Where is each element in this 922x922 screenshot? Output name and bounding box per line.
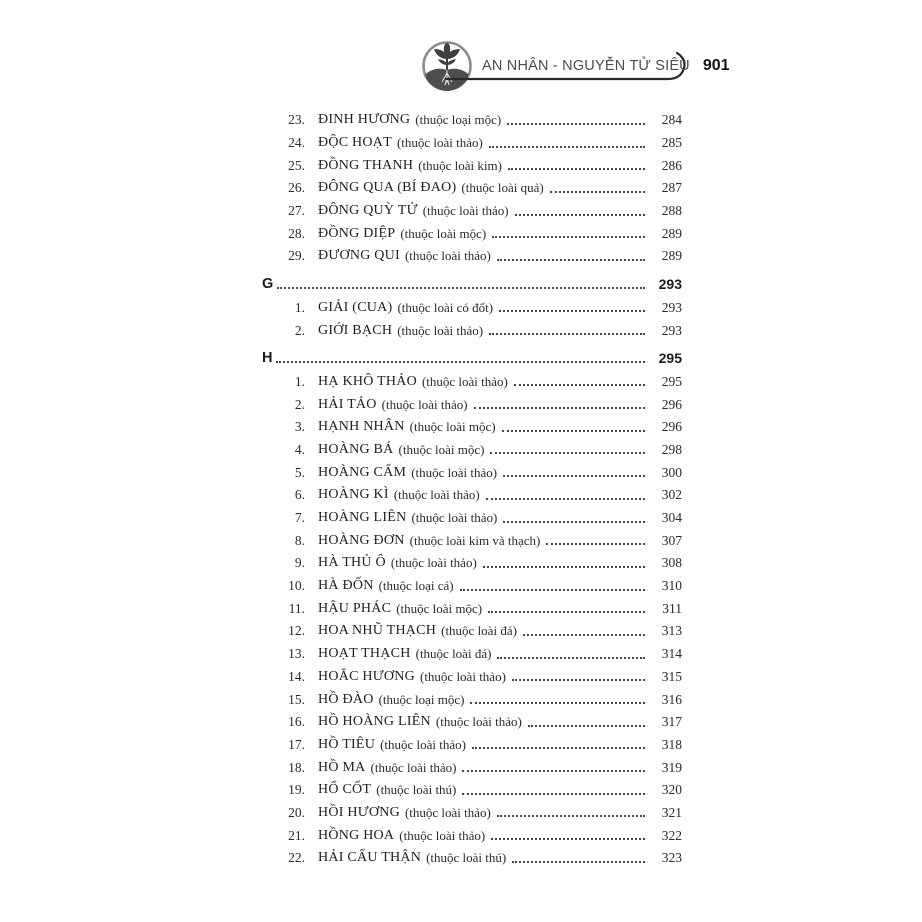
entry-page-number: 287 — [661, 180, 682, 196]
entry-page-number: 313 — [661, 623, 682, 639]
dot-leader — [503, 475, 645, 477]
entry-category-note: (thuộc loài thảo) — [419, 668, 506, 684]
entry-name: HỒI HƯƠNG — [318, 804, 400, 820]
entry-number: 25. — [288, 157, 305, 173]
entry-category-note: (thuộc loài thảo) — [422, 203, 509, 219]
entry-category-note: (thuộc loài thảo) — [370, 759, 457, 775]
entry-category-note: (thuộc loài thú) — [426, 850, 507, 866]
entry-category-note: (thuộc loài thảo) — [399, 827, 486, 843]
entry-name: ĐINH HƯƠNG — [318, 112, 411, 128]
entry-number: 10. — [288, 578, 305, 594]
dot-leader — [497, 815, 645, 817]
toc-entry-row — [262, 552, 682, 575]
entry-number: 7. — [294, 510, 305, 526]
entry-page-number: 321 — [661, 804, 682, 820]
entry-category-note: (thuộc loài thảo) — [393, 487, 480, 503]
toc-entry-row — [262, 529, 682, 552]
entry-number: 16. — [288, 714, 305, 730]
dot-leader — [472, 747, 645, 749]
entry-number: 26. — [288, 180, 305, 196]
entry-page-number: 295 — [661, 373, 682, 389]
author-brand-text: AN NHÂN - NGUYỄN TỬ SIÊU — [482, 58, 690, 74]
entry-number: 11. — [288, 600, 305, 616]
entry-page-number: 311 — [662, 600, 682, 616]
entry-number: 17. — [288, 736, 305, 752]
entry-number: 9. — [294, 555, 305, 571]
entry-page-number: 316 — [661, 691, 682, 707]
entry-category-note: (thuộc loài mộc) — [409, 419, 496, 435]
toc-entry-row — [262, 177, 682, 200]
entry-page-number: 288 — [661, 203, 682, 219]
entry-name: ĐƯƠNG QUI — [318, 248, 400, 264]
toc-entry-row — [262, 824, 682, 847]
toc-entry-row — [262, 779, 682, 802]
entry-number: 21. — [288, 827, 305, 843]
dot-leader — [277, 287, 645, 289]
entry-number: 5. — [294, 464, 305, 480]
entry-number: 4. — [294, 441, 305, 457]
entry-page-number: 293 — [661, 322, 682, 338]
toc-entry-row — [262, 132, 682, 155]
toc-entry-row — [262, 847, 682, 870]
entry-page-number: 298 — [661, 441, 682, 457]
entry-category-note: (thuộc loài thảo) — [435, 714, 522, 730]
entry-page-number: 315 — [661, 668, 682, 684]
entry-category-note: (thuộc loại cá) — [378, 578, 454, 594]
entry-page-number: 308 — [661, 555, 682, 571]
entry-page-number: 289 — [661, 248, 682, 264]
toc-entry-row — [262, 620, 682, 643]
entry-category-note: (thuộc loài thảo) — [380, 736, 467, 752]
entry-category-note: (thuộc loài đá) — [441, 623, 517, 639]
entry-category-note: (thuộc loài thảo) — [411, 464, 498, 480]
entry-category-note: (thuộc loài thảo) — [390, 555, 477, 571]
dot-leader — [276, 361, 645, 363]
entry-number: 23. — [288, 112, 305, 128]
entry-number: 27. — [288, 203, 305, 219]
entry-number: 12. — [288, 623, 305, 639]
entry-page-number: 300 — [661, 464, 682, 480]
dot-leader — [462, 770, 645, 772]
entry-name: HOÀNG BÁ — [318, 441, 394, 457]
toc-entry-row — [262, 154, 682, 177]
entry-name: HOÀNG KÌ — [318, 487, 389, 503]
dot-leader — [497, 259, 645, 261]
entry-category-note: (thuộc loài thảo) — [404, 248, 491, 264]
toc-entry-row — [262, 643, 682, 666]
entry-name: HẢI TẢO — [318, 396, 377, 412]
dot-leader — [486, 498, 645, 500]
entry-name: HÀ ĐỐN — [318, 578, 374, 594]
entry-number: 18. — [288, 759, 305, 775]
entry-name: HẠ KHÔ THẢO — [318, 373, 417, 389]
entry-category-note: (thuộc loài có đốt) — [397, 299, 494, 315]
toc-entry-row — [262, 393, 682, 416]
entry-name: HỒ HOÀNG LIÊN — [318, 714, 431, 730]
dot-leader — [483, 566, 645, 568]
entry-name: HẢI CẨU THẬN — [318, 850, 422, 866]
entry-name: ĐÔNG QUỲ TỬ — [318, 203, 418, 219]
dot-leader — [507, 123, 645, 125]
entry-name: HOÀNG CẤM — [318, 464, 407, 480]
toc-entry-row — [262, 507, 682, 530]
book-page-number: 901 — [702, 57, 730, 74]
dot-leader — [499, 310, 645, 312]
entry-number: 22. — [288, 850, 305, 866]
entry-category-note: (thuộc loài thú) — [376, 782, 457, 798]
entry-page-number: 302 — [661, 487, 682, 503]
entry-number: 20. — [288, 804, 305, 820]
entry-category-note: (thuộc loài quả) — [461, 180, 544, 196]
dot-leader — [460, 589, 645, 591]
toc-entry-row — [262, 575, 682, 598]
dot-leader — [489, 146, 645, 148]
toc-entry-row — [262, 666, 682, 689]
entry-category-note: (thuộc loài mộc) — [400, 225, 487, 241]
entry-name: ĐỒNG DIỆP — [318, 225, 396, 241]
dot-leader — [512, 679, 645, 681]
entry-page-number: 293 — [661, 299, 682, 315]
dot-leader — [470, 702, 645, 704]
entry-name: HOÀNG ĐƠN — [318, 532, 405, 548]
entry-number: 28. — [288, 225, 305, 241]
toc-entry-row — [262, 597, 682, 620]
entry-name: HỒNG HOA — [318, 827, 395, 843]
dot-leader — [488, 611, 645, 613]
entry-number: 3. — [294, 419, 305, 435]
dot-leader — [491, 838, 645, 840]
toc-entry-row — [262, 200, 682, 223]
dot-leader — [502, 430, 645, 432]
entry-page-number: 296 — [661, 419, 682, 435]
entry-name: ĐỒNG THANH — [318, 157, 414, 173]
entry-name: HOÀNG LIÊN — [318, 510, 407, 526]
entry-name: HỒ TIÊU — [318, 736, 376, 752]
entry-number: 13. — [288, 646, 305, 662]
entry-category-note: (thuộc loại mộc) — [378, 691, 465, 707]
entry-number: 2. — [294, 322, 305, 338]
entry-category-note: (thuộc loài kim) — [418, 157, 502, 173]
entry-category-note: (thuộc loài kim và thạch) — [409, 532, 541, 548]
entry-category-note: (thuộc loại mộc) — [415, 112, 502, 128]
toc-entry-row — [262, 802, 682, 825]
entry-number: 24. — [288, 135, 305, 151]
dot-leader — [497, 657, 645, 659]
entry-number: 19. — [288, 782, 305, 798]
entry-name: HẠNH NHÂN — [318, 419, 405, 435]
toc-entry-row — [262, 756, 682, 779]
dot-leader — [514, 384, 645, 386]
section-page-number: 295 — [658, 350, 682, 367]
entry-number: 14. — [288, 668, 305, 684]
entry-category-note: (thuộc loài thảo) — [396, 135, 483, 151]
entry-page-number: 296 — [661, 396, 682, 412]
toc-entry-row — [262, 245, 682, 268]
entry-name: ĐÔNG QUA (BÍ ĐAO) — [318, 180, 457, 196]
toc-entry-row — [262, 371, 682, 394]
entry-name: HÀ THỦ Ô — [318, 555, 386, 571]
entry-name: HẬU PHÁC — [318, 600, 392, 616]
entry-category-note: (thuộc loài thảo) — [397, 322, 484, 338]
entry-page-number: 323 — [661, 850, 682, 866]
toc-entry-row — [262, 484, 682, 507]
dot-leader — [550, 191, 645, 193]
toc-section-row — [262, 347, 682, 370]
section-letter: G — [262, 276, 274, 293]
entry-category-note: (thuộc loài mộc) — [396, 600, 483, 616]
toc-section-row — [262, 273, 682, 296]
dot-leader — [503, 521, 645, 523]
entry-page-number: 304 — [661, 510, 682, 526]
toc-entry-row — [262, 439, 682, 462]
dot-leader — [546, 543, 645, 545]
toc-list — [262, 109, 682, 870]
entry-number: 15. — [288, 691, 305, 707]
dot-leader — [508, 168, 645, 170]
entry-category-note: (thuộc loài thảo) — [404, 804, 491, 820]
toc-entry-row — [262, 711, 682, 734]
entry-name: GIẢI (CUA) — [318, 299, 393, 315]
toc-entry-row — [262, 109, 682, 132]
entry-page-number: 317 — [661, 714, 682, 730]
entry-page-number: 314 — [661, 646, 682, 662]
dot-leader — [528, 725, 645, 727]
dot-leader — [490, 452, 645, 454]
entry-name: GIỚI BẠCH — [318, 322, 393, 338]
entry-page-number: 320 — [661, 782, 682, 798]
entry-page-number: 318 — [661, 736, 682, 752]
entry-number: 8. — [294, 532, 305, 548]
entry-page-number: 286 — [661, 157, 682, 173]
entry-page-number: 310 — [661, 578, 682, 594]
entry-page-number: 284 — [661, 112, 682, 128]
entry-page-number: 322 — [661, 827, 682, 843]
dot-leader — [474, 407, 645, 409]
toc-entry-row — [262, 319, 682, 342]
entry-category-note: (thuộc loài đá) — [415, 646, 492, 662]
dot-leader — [515, 214, 645, 216]
entry-name: HỔ CỐT — [318, 782, 372, 798]
toc-entry-row — [262, 416, 682, 439]
entry-name: HOA NHŨ THẠCH — [318, 623, 437, 639]
dot-leader — [523, 634, 645, 636]
entry-number: 6. — [294, 487, 305, 503]
entry-page-number: 307 — [661, 532, 682, 548]
section-letter: H — [262, 350, 273, 367]
entry-name: ĐỘC HOẠT — [318, 135, 392, 151]
toc-entry-row — [262, 688, 682, 711]
section-page-number: 293 — [658, 276, 682, 293]
toc-entry-row — [262, 222, 682, 245]
entry-category-note: (thuộc loài thảo) — [411, 510, 498, 526]
entry-category-note: (thuộc loài thảo) — [421, 373, 508, 389]
entry-number: 29. — [288, 248, 305, 264]
toc-entry-row — [262, 734, 682, 757]
entry-page-number: 285 — [661, 135, 682, 151]
dot-leader — [512, 861, 645, 863]
entry-name: HOẠT THẠCH — [318, 646, 411, 662]
entry-number: 1. — [294, 373, 305, 389]
entry-name: HOẮC HƯƠNG — [318, 668, 415, 684]
entry-number: 1. — [294, 299, 305, 315]
toc-entry-row — [262, 297, 682, 320]
entry-category-note: (thuộc loài thảo) — [381, 396, 468, 412]
entry-category-note: (thuộc loài mộc) — [398, 441, 485, 457]
entry-number: 2. — [294, 396, 305, 412]
entry-page-number: 319 — [661, 759, 682, 775]
dot-leader — [489, 333, 645, 335]
entry-page-number: 289 — [661, 225, 682, 241]
dot-leader — [492, 236, 645, 238]
dot-leader — [462, 793, 645, 795]
toc-entry-row — [262, 461, 682, 484]
entry-name: HỒ ĐÀO — [318, 691, 374, 707]
entry-name: HỒ MA — [318, 759, 366, 775]
